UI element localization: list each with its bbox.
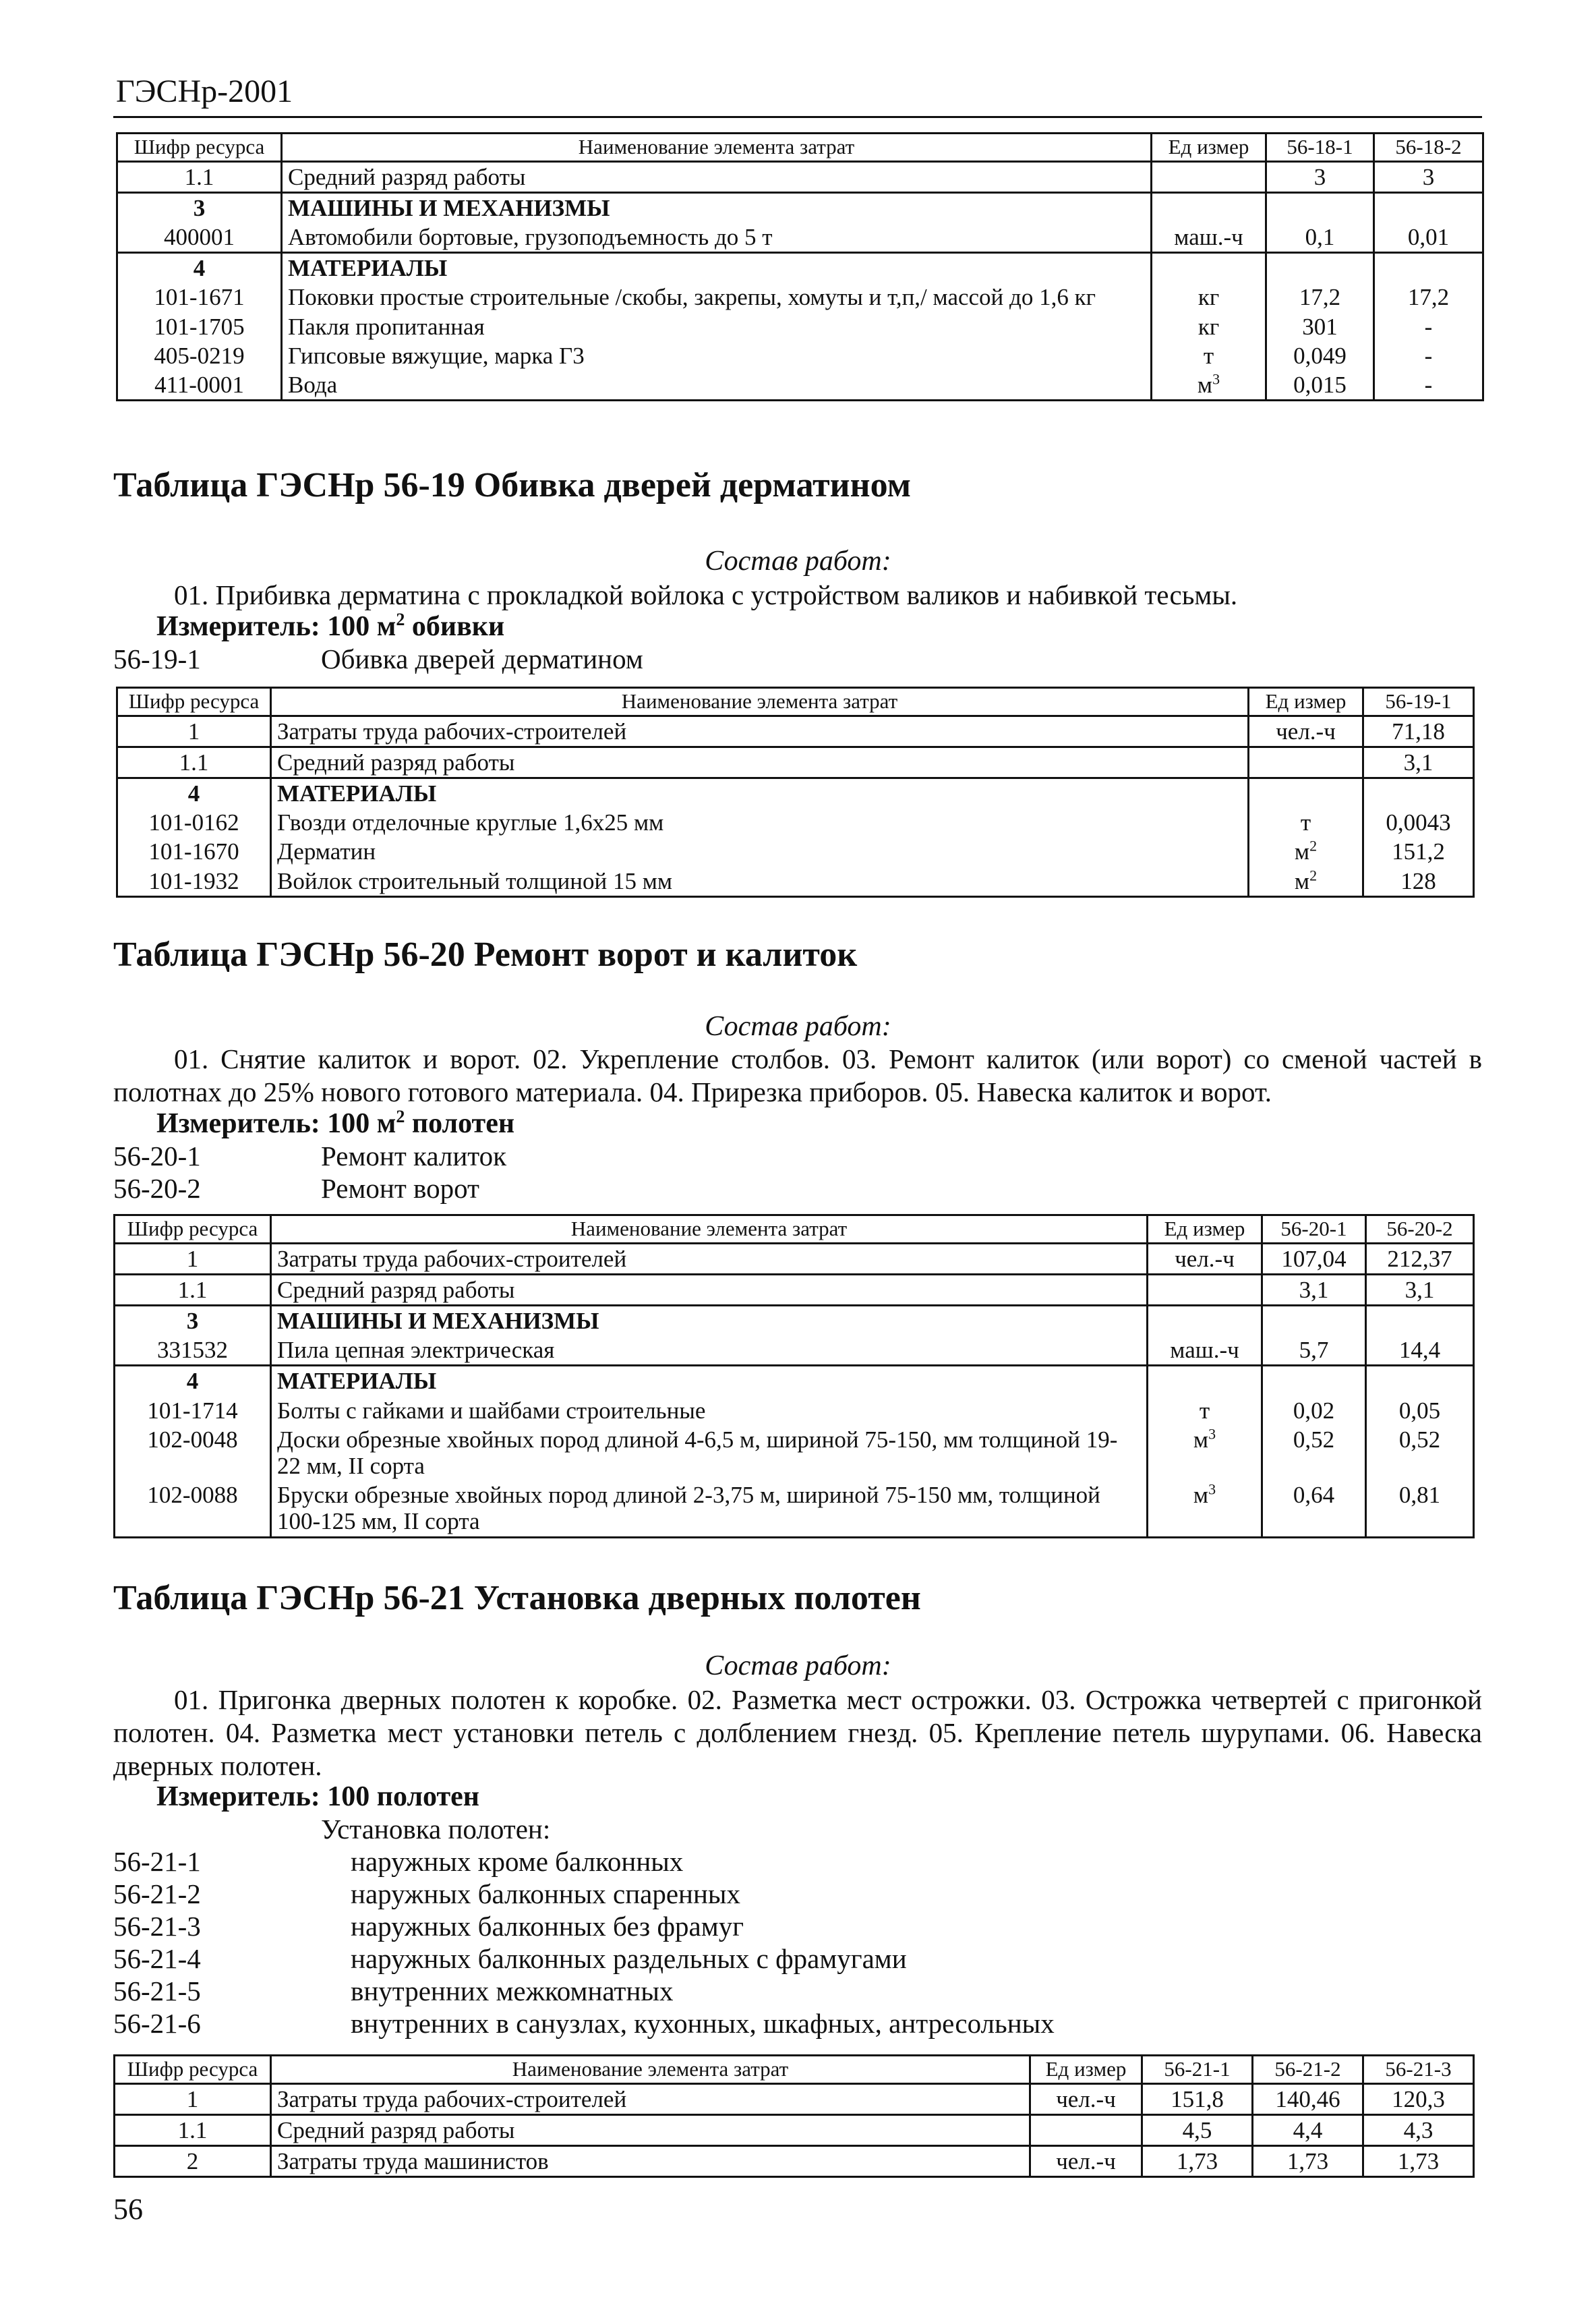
table-row: 1.1 Средний разряд работы 3 3 — [117, 161, 1483, 192]
norm-name: внутренних межкомнатных — [351, 1975, 674, 2006]
table-row: 101-1670 Дерматин $м^2$ 151,2 — [117, 837, 1474, 866]
norm-code: 56-21-2 — [113, 1878, 201, 1909]
measure-line — [156, 1781, 479, 1813]
norm-name: наружных кроме балконных — [351, 1846, 684, 1877]
table-row: 101-1705 Пакля пропитанная кг 301 - — [117, 312, 1483, 341]
measure-value: 100 полотен — [327, 1781, 479, 1812]
norm-code: 56-19-1 — [113, 643, 201, 674]
measure-label: Измеритель: — [156, 611, 320, 642]
table-row: 4 МАТЕРИАЛЫ — [117, 778, 1474, 809]
work-composition-label: Состав работ: — [705, 546, 891, 577]
measure-line — [156, 610, 504, 643]
table-row: 1 Затраты труда рабочих-строителей чел.-ч 151,8 140,46 120,3 — [115, 2083, 1474, 2114]
table-header-row: Шифр ресурса Наименование элемента затрат Ед измер 56-20-1 56-20-2 — [115, 1215, 1474, 1244]
resource-table-56-18 — [116, 132, 1484, 401]
table-row: 405-0219 Гипсовые вяжущие, марка Г3 т 0,049 - — [117, 341, 1483, 370]
norm-name: наружных балконных без фрамуг — [351, 1911, 744, 1942]
norm-name: Ремонт ворот — [321, 1173, 479, 1204]
table-row: 1.1 Средний разряд работы 4,5 4,4 4,3 — [115, 2114, 1474, 2145]
table-row: 411-0001 Вода $м^3$ 0,015 - — [117, 370, 1483, 401]
norm-code: 56-21-1 — [113, 1846, 201, 1877]
table-row: 1.1 Средний разряд работы 3,1 3,1 — [115, 1274, 1474, 1305]
table-row: 101-1671 Поковки простые строительные /скобы, закрепы, хомуты и т,п,/ массой до 1,6 кг кг 17,2 17,2 — [117, 283, 1483, 312]
norm-name: Ремонт калиток — [321, 1140, 507, 1172]
table-row: 1 Затраты труда рабочих-строителей чел.-ч 107,04 212,37 — [115, 1243, 1474, 1274]
norm-group-label: Установка полотен: — [321, 1814, 551, 1845]
norm-name: внутренних в санузлах, кухонных, шкафных, антресольных — [351, 2008, 1055, 2039]
work-composition-text: 01. Снятие калиток и ворот. 02. Укрепление столбов. 03. Ремонт калиток (или ворот) со сменой частей в полотнах до 25% нового готового материала. 04. Прирезка приборов. 05. Навеска калиток и ворот. — [113, 1043, 1482, 1108]
table-header-row: Шифр ресурса Наименование элемента затрат Ед измер 56-18-1 56-18-2 — [117, 134, 1483, 162]
measure-line — [156, 1107, 514, 1140]
table-header-row: Шифр ресурса Наименование элемента затрат Ед измер 56-21-1 56-21-2 56-21-3 — [115, 2056, 1474, 2084]
norm-code: 56-20-1 — [113, 1140, 201, 1172]
resource-table-56-20 — [113, 1214, 1475, 1538]
table-header-row: Шифр ресурса Наименование элемента затрат Ед измер 56-19-1 — [117, 688, 1474, 716]
table-row: 3 МАШИНЫ И МЕХАНИЗМЫ — [115, 1306, 1474, 1336]
table-row: 4 МАТЕРИАЛЫ — [117, 253, 1483, 283]
measure-label: Измеритель: — [156, 1108, 320, 1139]
table-row: 4 МАТЕРИАЛЫ — [115, 1366, 1474, 1396]
resource-table-56-21 — [113, 2054, 1475, 2178]
measure-value: 100 $м^2$ полотен — [327, 1107, 515, 1139]
norm-code: 56-20-2 — [113, 1173, 201, 1204]
table-row: 101-0162 Гвозди отделочные круглые 1,6х25 мм т 0,0043 — [117, 808, 1474, 837]
norm-code: 56-21-4 — [113, 1943, 201, 1974]
norm-name: Обивка дверей дерматином — [321, 643, 643, 674]
table-row: 2 Затраты труда машинистов чел.-ч 1,73 1,73 1,73 — [115, 2146, 1474, 2177]
table-row: 1 Затраты труда рабочих-строителей чел.-ч 71,18 — [117, 716, 1474, 747]
table-title-56-20: Таблица ГЭСНр 56-20 Ремонт ворот и калиток — [113, 935, 858, 974]
measure-value: 100 $м^2$ обивки — [327, 610, 505, 642]
table-title-56-19: Таблица ГЭСНр 56-19 Обивка дверей дерматином — [113, 466, 911, 504]
table-row: 331532 Пила цепная электрическая маш.-ч 5,7 14,4 — [115, 1335, 1474, 1366]
page-number: 56 — [113, 2193, 143, 2226]
norm-code: 56-21-5 — [113, 1975, 201, 2006]
work-composition-text: 01. Прибивка дерматина с прокладкой войлока с устройством валиков и набивкой тесьмы. — [174, 579, 1238, 610]
work-composition-label: Состав работ: — [705, 1650, 891, 1681]
header-rule — [113, 116, 1482, 118]
work-composition-label: Состав работ: — [705, 1011, 891, 1042]
resource-table-56-19 — [116, 687, 1475, 898]
work-composition-text: 01. Пригонка дверных полотен к коробке. 02. Разметка мест острожки. 03. Острожка четвертей с пригонкой полотен. 04. Разметка мест установки петель с долблением гнезд. 05. Крепление петель шурупами. 06. Навеска дверных полотен. — [113, 1684, 1482, 1782]
norm-name: наружных балконных спаренных — [351, 1878, 740, 1909]
norm-code: 56-21-6 — [113, 2008, 201, 2039]
table-row: 102-0088 Бруски обрезные хвойных пород длиной 2-3,75 м, шириной 75-150 мм, толщиной 100-125 мм, II сорта $м^3$ 0,64 0,81 — [115, 1480, 1474, 1537]
table-row: 400001 Автомобили бортовые, грузоподъемность до 5 т маш.-ч 0,1 0,01 — [117, 223, 1483, 253]
document-header: ГЭСНр-2001 — [116, 74, 293, 109]
measure-label: Измеритель: — [156, 1781, 320, 1812]
table-title-56-21: Таблица ГЭСНр 56-21 Установка дверных полотен — [113, 1579, 921, 1617]
table-row: 101-1932 Войлок строительный толщиной 15 мм $м^2$ 128 — [117, 867, 1474, 897]
table-row: 101-1714 Болты с гайками и шайбами строительные т 0,02 0,05 — [115, 1396, 1474, 1425]
table-row: 3 МАШИНЫ И МЕХАНИЗМЫ — [117, 192, 1483, 223]
table-row: 102-0048 Доски обрезные хвойных пород длиной 4-6,5 м, шириной 75-150, мм толщиной 19-22 мм, II сорта $м^3$ 0,52 0,52 — [115, 1425, 1474, 1480]
table-row: 1.1 Средний разряд работы 3,1 — [117, 747, 1474, 778]
norm-name: наружных балконных раздельных с фрамугами — [351, 1943, 907, 1974]
norm-code: 56-21-3 — [113, 1911, 201, 1942]
